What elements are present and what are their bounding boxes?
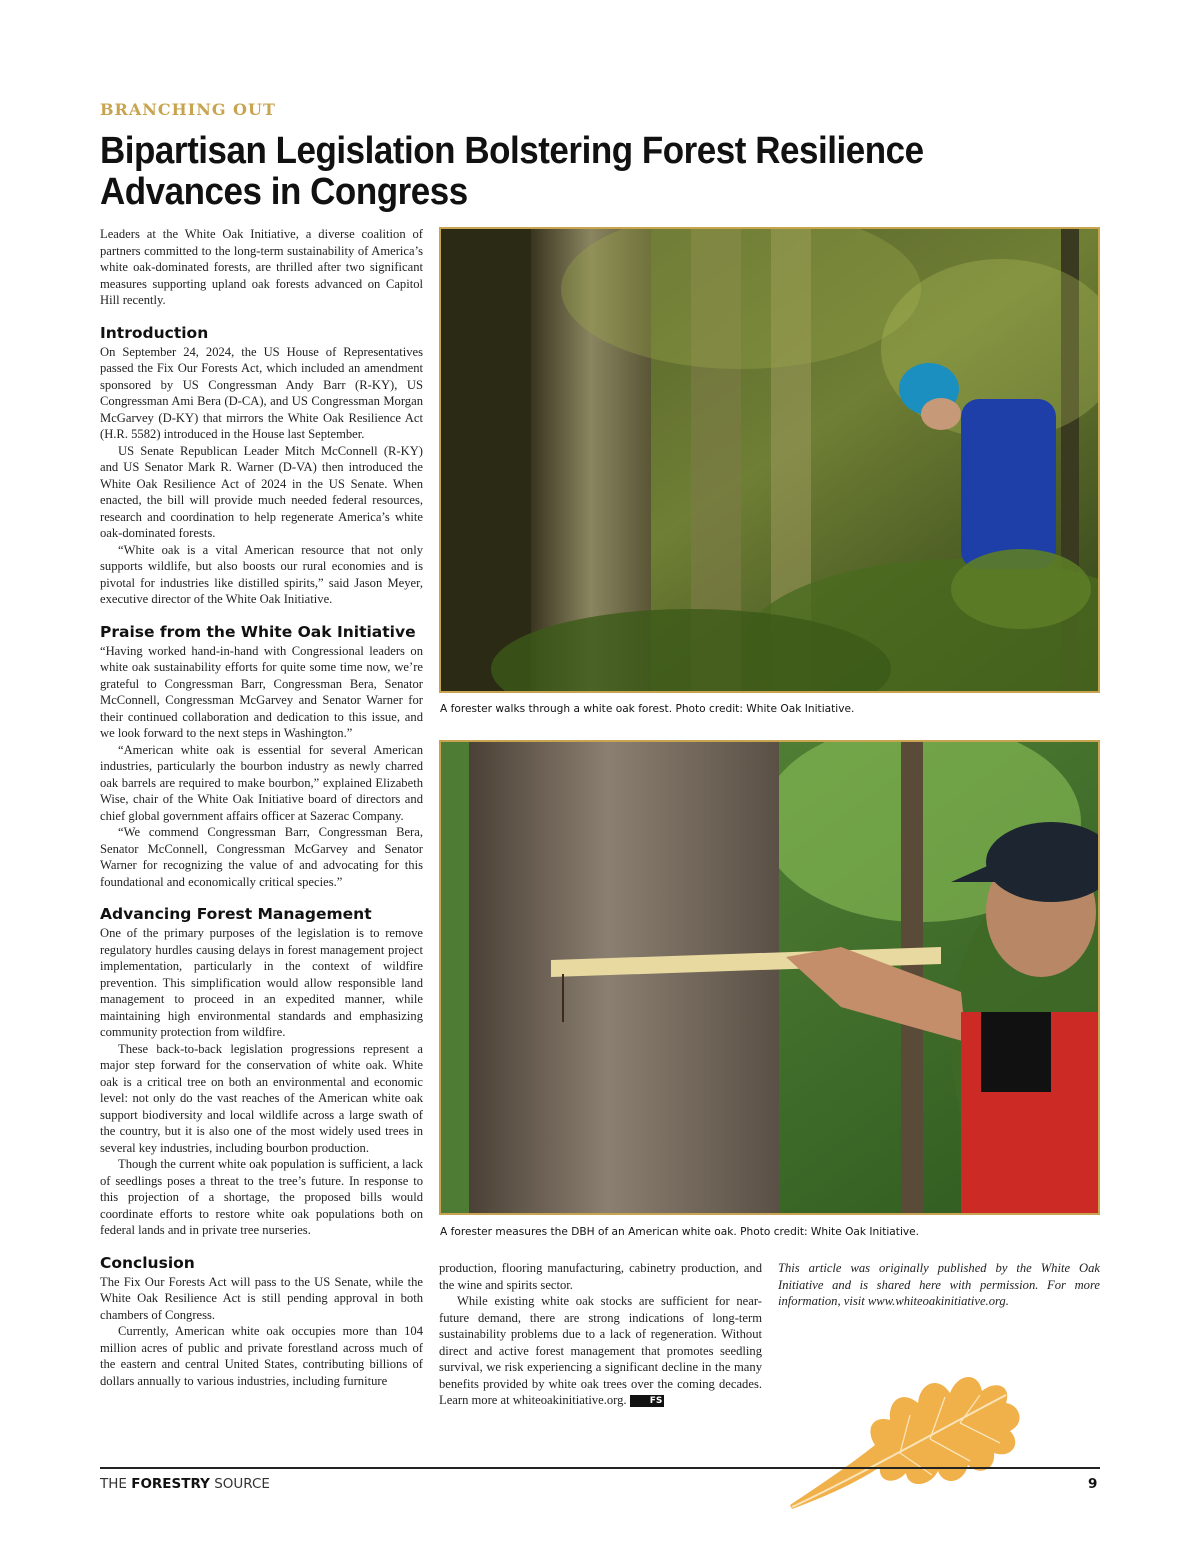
photo-measuring-dbh [439, 740, 1100, 1215]
note-text: This article was originally published by the White Oak Initiative and is shared here with permission. For more information, visit www.whiteoakinitiative.org. [778, 1261, 1100, 1308]
article-title: Bipartisan Legislation Bolstering Forest Resilience Advances in Congress [100, 130, 924, 213]
publication-brand [100, 1476, 270, 1492]
text-column-1 [100, 226, 423, 1389]
end-mark: FS [630, 1395, 665, 1407]
paragraph-text: While existing white oak stocks are sufficient for near-future demand, there are strong indications of long-term sustainability problems due to a lack of regeneration. Without direct and active forest management that promotes seedling survival, we risk experiencing a significant decline in the many benefits provided by white oak trees over the coming decades. Learn more at whiteoakinitiative.org. [439, 1294, 762, 1407]
paragraph: “Having worked hand-in-hand with Congressional leaders on white oak sustainability efforts for quite some time now, we’re grateful to Congressman Barr, Congressman Bera, Senator McConnell, Congressman McGarvey and Senator Warner for their continued collaboration and dedication to this issue, and we look forward to the next steps in Washington.” [100, 643, 423, 740]
footer-divider [100, 1467, 1100, 1469]
heading-advancing: Advancing Forest Management [100, 905, 372, 923]
paragraph: Currently, American white oak occupies more than 104 million acres of public and private forestland across much of the eastern and central United States, contributing billions of dollars annually to various industries, including furniture [100, 1324, 423, 1388]
heading-conclusion: Conclusion [100, 1253, 195, 1272]
section-label: BRANCHING OUT [100, 100, 276, 119]
lead-paragraph: Leaders at the White Oak Initiative, a diverse coalition of partners committed to the long-term sustainability of America’s white oak-dominated forests, are thrilled after two significant measures supporting upland oak forests advanced on Capitol Hill recently. [100, 227, 423, 307]
photo-forester-walking [439, 227, 1100, 693]
paragraph: “White oak is a vital American resource that not only supports wildlife, but also boosts our rural economies and is pivotal for industries like distilled spirits,” said Jason Meyer, executive director of the White Oak Initiative. [100, 542, 423, 606]
paragraph: Though the current white oak population is sufficient, a lack of seedlings poses a threat to the tree’s future. In response to this projection of a shortage, the proposed bills would coordinate efforts to restore white oak populations both on federal lands and in private tree nurseries. [100, 1157, 423, 1237]
tree-measuring-illustration [441, 742, 1098, 1213]
brand-bold: FORESTRY [131, 1476, 210, 1492]
paragraph: The Fix Our Forests Act will pass to the US Senate, while the White Oak Resilience Act is still pending approval in both chambers of Congress. [100, 1274, 423, 1322]
paragraph: “American white oak is essential for several American industries, particularly the bourbon industry as newly charred oak barrels are required to make bourbon,” explained Elizabeth Wise, chair of the White Oak Initiative board of directors and chief global government affairs officer at Sazerac Company. [100, 742, 423, 823]
page-number: 9 [1088, 1476, 1098, 1492]
photo-caption: A forester walks through a white oak forest. Photo credit: White Oak Initiative. [440, 703, 855, 715]
publication-note [778, 1260, 1100, 1310]
heading-praise: Praise from the White Oak Initiative [100, 622, 416, 641]
forest-photo-illustration [441, 229, 1098, 691]
paragraph: These back-to-back legislation progressions represent a major step forward for the conservation of white oak. White oak is a critical tree on both an environmental and economic level: not only do the vast reaches of the American white oak support biodiversity and local wildlife across a large swath of the country, but it is also one of the most widely used trees in several key industries, including bourbon production. [100, 1041, 423, 1155]
paragraph: On September 24, 2024, the US House of Representatives passed the Fix Our Forests Act, which included an amendment sponsored by US Congressman Andy Barr (R-KY), US Congressman Ami Bera (D-CA), and US Congressman Morgan McGarvey (D-KY) that mirrors the White Oak Resilience Act (H.R. 5582) introduced in the House last September. [100, 344, 423, 441]
paragraph [439, 1293, 762, 1409]
brand-prefix: THE [100, 1476, 132, 1492]
oak-leaf-icon [780, 1335, 1040, 1515]
photo-caption: A forester measures the DBH of an American white oak. Photo credit: White Oak Initiative. [440, 1226, 920, 1238]
text-column-2 [439, 1260, 762, 1409]
paragraph: US Senate Republican Leader Mitch McConnell (R-KY) and US Senator Mark R. Warner (D-VA) then introduced the White Oak Resilience Act of 2024 in the US Senate. When enacted, the bill will provide much needed federal resources, research and coordination to help regenerate America’s white oak-dominated forests. [100, 443, 423, 540]
brand-suffix: SOURCE [209, 1476, 270, 1492]
paragraph: production, flooring manufacturing, cabinetry production, and the wine and spirits sector. [439, 1261, 762, 1292]
paragraph: “We commend Congressman Barr, Congressman Bera, Senator McConnell, Congressman McGarvey and Senator Warner for recognizing the value of and advocating for this foundational and economically critical species.” [100, 825, 423, 889]
paragraph: One of the primary purposes of the legislation is to remove regulatory hurdles causing delays in forest management project implementation, particularly in the context of wildfire prevention. This simplification would allow responsible land management to proceed in an expedited manner, while maintaining high environmental standards and emphasizing community protection from wildfire. [100, 926, 423, 1039]
heading-introduction: Introduction [100, 323, 209, 342]
